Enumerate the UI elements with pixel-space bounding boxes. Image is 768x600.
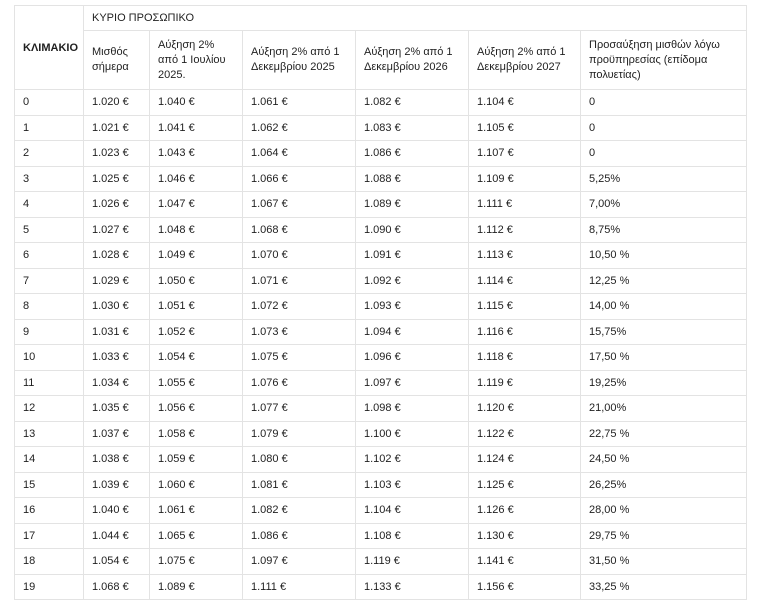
row-step-cell: 16 [15,498,84,524]
table-cell: 19,25% [581,370,747,396]
salary-table-container [14,5,746,600]
table-cell: 1.070 € [243,243,356,269]
table-cell: 1.125 € [469,472,581,498]
table-cell: 1.055 € [150,370,243,396]
table-cell: 1.113 € [469,243,581,269]
table-cell: 1.097 € [356,370,469,396]
table-cell: 1.034 € [84,370,150,396]
table-cell: 1.038 € [84,447,150,473]
table-cell: 15,75% [581,319,747,345]
table-cell: 1.098 € [356,396,469,422]
table-row [15,421,747,447]
table-cell: 1.093 € [356,294,469,320]
row-step-cell: 2 [15,141,84,167]
table-cell: 1.056 € [150,396,243,422]
table-cell: 26,25% [581,472,747,498]
table-cell: 1.068 € [243,217,356,243]
column-header: Προσαύξηση μισθών λόγω προϋπηρεσίας (επίδομα πολυετίας) [581,31,747,90]
table-row [15,549,747,575]
table-cell: 1.039 € [84,472,150,498]
row-step-cell: 14 [15,447,84,473]
table-cell: 33,25 % [581,574,747,600]
table-cell: 1.064 € [243,141,356,167]
table-cell: 1.088 € [356,166,469,192]
table-cell: 1.054 € [84,549,150,575]
table-cell: 1.025 € [84,166,150,192]
table-row [15,472,747,498]
table-cell: 1.080 € [243,447,356,473]
table-cell: 1.047 € [150,192,243,218]
table-cell: 1.116 € [469,319,581,345]
row-step-cell: 15 [15,472,84,498]
table-cell: 1.100 € [356,421,469,447]
table-row [15,345,747,371]
table-cell: 1.102 € [356,447,469,473]
table-cell: 1.133 € [356,574,469,600]
table-cell: 1.040 € [150,90,243,116]
table-row [15,447,747,473]
table-cell: 1.104 € [356,498,469,524]
table-cell: 1.119 € [469,370,581,396]
column-header: Αύξηση 2% από 1 Δεκεμβρίου 2025 [243,31,356,90]
table-cell: 1.091 € [356,243,469,269]
table-cell: 17,50 % [581,345,747,371]
table-cell: 1.092 € [356,268,469,294]
table-cell: 7,00% [581,192,747,218]
row-step-cell: 12 [15,396,84,422]
table-cell: 1.118 € [469,345,581,371]
table-cell: 1.061 € [150,498,243,524]
table-cell: 1.020 € [84,90,150,116]
row-step-cell: 3 [15,166,84,192]
row-step-cell: 7 [15,268,84,294]
group-header-row [15,6,747,31]
table-row [15,268,747,294]
table-cell: 1.023 € [84,141,150,167]
table-cell: 12,25 % [581,268,747,294]
table-cell: 1.119 € [356,549,469,575]
table-cell: 1.066 € [243,166,356,192]
table-cell: 8,75% [581,217,747,243]
table-cell: 1.141 € [469,549,581,575]
row-step-cell: 5 [15,217,84,243]
table-cell: 1.126 € [469,498,581,524]
table-cell: 1.046 € [150,166,243,192]
table-cell: 1.111 € [243,574,356,600]
table-cell: 1.044 € [84,523,150,549]
table-cell: 1.030 € [84,294,150,320]
table-cell: 0 [581,90,747,116]
table-row [15,217,747,243]
table-cell: 1.054 € [150,345,243,371]
table-cell: 1.094 € [356,319,469,345]
table-cell: 10,50 % [581,243,747,269]
table-cell: 1.043 € [150,141,243,167]
table-cell: 1.037 € [84,421,150,447]
table-cell: 1.089 € [150,574,243,600]
table-cell: 0 [581,141,747,167]
table-cell: 1.086 € [243,523,356,549]
table-header [15,6,747,90]
table-cell: 1.079 € [243,421,356,447]
table-row [15,523,747,549]
table-cell: 1.112 € [469,217,581,243]
table-row [15,115,747,141]
row-step-cell: 11 [15,370,84,396]
table-cell: 1.083 € [356,115,469,141]
table-cell: 22,75 % [581,421,747,447]
table-cell: 1.156 € [469,574,581,600]
table-cell: 24,50 % [581,447,747,473]
table-cell: 1.060 € [150,472,243,498]
row-step-cell: 8 [15,294,84,320]
row-step-cell: 0 [15,90,84,116]
table-cell: 1.068 € [84,574,150,600]
table-row [15,90,747,116]
table-cell: 1.033 € [84,345,150,371]
table-cell: 0 [581,115,747,141]
table-cell: 1.075 € [150,549,243,575]
row-step-cell: 18 [15,549,84,575]
table-cell: 1.059 € [150,447,243,473]
table-cell: 31,50 % [581,549,747,575]
table-cell: 5,25% [581,166,747,192]
table-cell: 1.073 € [243,319,356,345]
table-row [15,396,747,422]
table-cell: 1.090 € [356,217,469,243]
table-cell: 1.077 € [243,396,356,422]
table-cell: 1.122 € [469,421,581,447]
table-cell: 1.062 € [243,115,356,141]
table-cell: 1.052 € [150,319,243,345]
table-cell: 1.111 € [469,192,581,218]
table-cell: 1.086 € [356,141,469,167]
table-cell: 1.115 € [469,294,581,320]
table-cell: 1.082 € [243,498,356,524]
table-row [15,166,747,192]
table-row [15,294,747,320]
row-step-cell: 4 [15,192,84,218]
table-cell: 1.050 € [150,268,243,294]
table-row [15,498,747,524]
table-cell: 1.096 € [356,345,469,371]
group-header: ΚΥΡΙΟ ΠΡΟΣΩΠΙΚΟ [84,6,747,31]
table-cell: 1.104 € [469,90,581,116]
table-cell: 1.124 € [469,447,581,473]
table-cell: 1.061 € [243,90,356,116]
table-cell: 1.120 € [469,396,581,422]
table-cell: 1.031 € [84,319,150,345]
row-step-cell: 19 [15,574,84,600]
table-cell: 1.029 € [84,268,150,294]
table-cell: 29,75 % [581,523,747,549]
table-cell: 1.049 € [150,243,243,269]
table-cell: 1.076 € [243,370,356,396]
stub-header: ΚΛΙΜΑΚΙΟ [15,6,84,90]
table-cell: 1.103 € [356,472,469,498]
table-cell: 1.109 € [469,166,581,192]
row-step-cell: 1 [15,115,84,141]
table-cell: 1.108 € [356,523,469,549]
table-cell: 1.048 € [150,217,243,243]
table-row [15,574,747,600]
row-step-cell: 9 [15,319,84,345]
table-cell: 1.097 € [243,549,356,575]
table-cell: 1.065 € [150,523,243,549]
row-step-cell: 17 [15,523,84,549]
table-cell: 1.082 € [356,90,469,116]
table-row [15,370,747,396]
table-cell: 1.058 € [150,421,243,447]
row-step-cell: 6 [15,243,84,269]
column-header: Αύξηση 2% από 1 Δεκεμβρίου 2026 [356,31,469,90]
column-header: Αύξηση 2% από 1 Ιουλίου 2025. [150,31,243,90]
column-header-row [15,31,747,90]
row-step-cell: 13 [15,421,84,447]
table-cell: 1.041 € [150,115,243,141]
table-cell: 1.026 € [84,192,150,218]
table-cell: 14,00 % [581,294,747,320]
table-cell: 1.072 € [243,294,356,320]
row-step-cell: 10 [15,345,84,371]
table-cell: 28,00 % [581,498,747,524]
column-header: Μισθός σήμερα [84,31,150,90]
table-row [15,141,747,167]
table-cell: 21,00% [581,396,747,422]
table-cell: 1.021 € [84,115,150,141]
table-cell: 1.071 € [243,268,356,294]
table-cell: 1.035 € [84,396,150,422]
table-body [15,90,747,600]
column-header: Αύξηση 2% από 1 Δεκεμβρίου 2027 [469,31,581,90]
table-cell: 1.089 € [356,192,469,218]
table-cell: 1.040 € [84,498,150,524]
table-cell: 1.027 € [84,217,150,243]
table-row [15,319,747,345]
table-cell: 1.075 € [243,345,356,371]
table-row [15,192,747,218]
table-row [15,243,747,269]
table-cell: 1.130 € [469,523,581,549]
salary-table [14,5,747,600]
table-cell: 1.081 € [243,472,356,498]
table-cell: 1.051 € [150,294,243,320]
table-cell: 1.028 € [84,243,150,269]
table-cell: 1.107 € [469,141,581,167]
table-cell: 1.067 € [243,192,356,218]
table-cell: 1.114 € [469,268,581,294]
table-cell: 1.105 € [469,115,581,141]
